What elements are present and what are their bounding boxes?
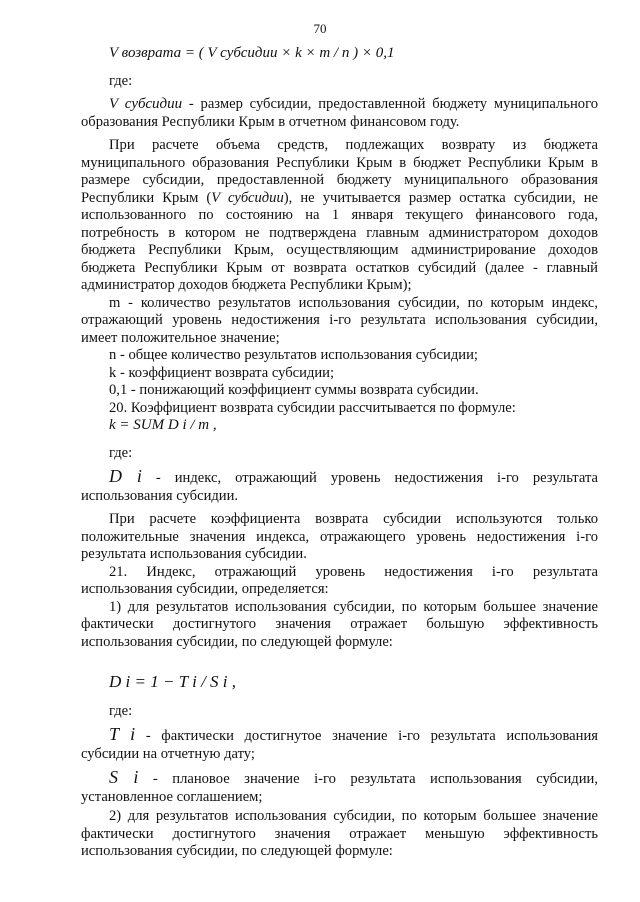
formula-vozvrat (109, 45, 598, 63)
document-body (81, 45, 598, 861)
page-number: 70 (313, 21, 327, 36)
symbol-si: S i (109, 767, 139, 787)
paragraph-calc-symbol: V субсидии (211, 189, 284, 206)
paragraph-calc (81, 137, 598, 295)
formula-k (109, 417, 598, 435)
where-label-2: где: (109, 444, 133, 461)
symbol-di: D i (109, 466, 142, 486)
definition-v-subsidii-text: - размер субсидии, предоставленной бюджету муниципального образования Республики Крым в отчетном финансовом году. (81, 96, 598, 130)
formula-vozvrat-text: V возврата = ( V субсидии × k × m / n ) × 0,1 (109, 45, 395, 61)
definition-di (81, 468, 598, 505)
where-label-1: где: (109, 72, 133, 89)
formula-di (109, 673, 598, 693)
definition-ti (81, 726, 598, 763)
formula-k-text: k = SUM D i / m , (109, 417, 217, 433)
paragraph-2: 2) для результатов использования субсидии, по которым большее значение фактически достигнутого значения отражает меньшую эффективность использования субсидии, по следующей формуле: (81, 808, 598, 859)
paragraph-0-1: 0,1 - понижающий коэффициент суммы возврата субсидии. (109, 382, 479, 398)
definition-di-text: - индекс, отражающий уровень недостижения i-го результата использования субсидии. (81, 470, 598, 504)
symbol-v-subsidii: V субсидии (109, 96, 183, 112)
definition-v-subsidii (81, 96, 598, 131)
paragraph-k: k - коэффициент возврата субсидии; (109, 364, 335, 381)
paragraph-n: n - общее количество результатов использования субсидии; (109, 347, 478, 363)
definition-si-text: - плановое значение i-го результата использования субсидии, установленное соглашением; (81, 771, 598, 805)
paragraph-20: 20. Коэффициент возврата субсидии рассчитывается по формуле: (109, 399, 516, 416)
definition-si (81, 769, 598, 806)
paragraph-m: m - количество результатов использования субсидии, по которым индекс, отражающий уровень недостижения i-го результата использования субсидии, имеет положительное значение; (81, 294, 598, 346)
paragraph-calc-part-b: ), не учитывается размер остатка субсидии, не использованного по состоянию на 1 января текущего финансового года, потребность в котором не подтверждена главным администратором доходов бюджета Республики Крым, осуществляющим администрирование доходов бюджета Республики Крым от возврата остатков субсидий (далее - главный администратор доходов бюджета Республики Крым); (81, 189, 598, 293)
paragraph-1: 1) для результатов использования субсидии, по которым большее значение фактически достигнутого значения отражает большую эффективность использования субсидии, по следующей формуле: (81, 598, 598, 650)
paragraph-calc-part-a: При расчете объема средств, подлежащих возврату из бюджета муниципального образования Республики Крым в бюджет Республики Крым в размере субсидии, предоставленной бюджету муниципального образования Республики Крым ( (81, 137, 598, 206)
paragraph-21: 21. Индекс, отражающий уровень недостижения i-го результата использования субсидии, определяется: (81, 563, 598, 597)
paragraph-positive: При расчете коэффициента возврата субсидии используются только положительные значения индекса, отражающего уровень недостижения i-го результата использования субсидии. (81, 511, 598, 562)
symbol-ti: T i (109, 724, 136, 744)
formula-di-text: D i = 1 − T i / S i , (109, 672, 237, 691)
where-label-3: где: (109, 702, 133, 719)
definition-ti-text: - фактически достигнутое значение i-го результата использования субсидии на отчетную дату; (81, 728, 598, 762)
